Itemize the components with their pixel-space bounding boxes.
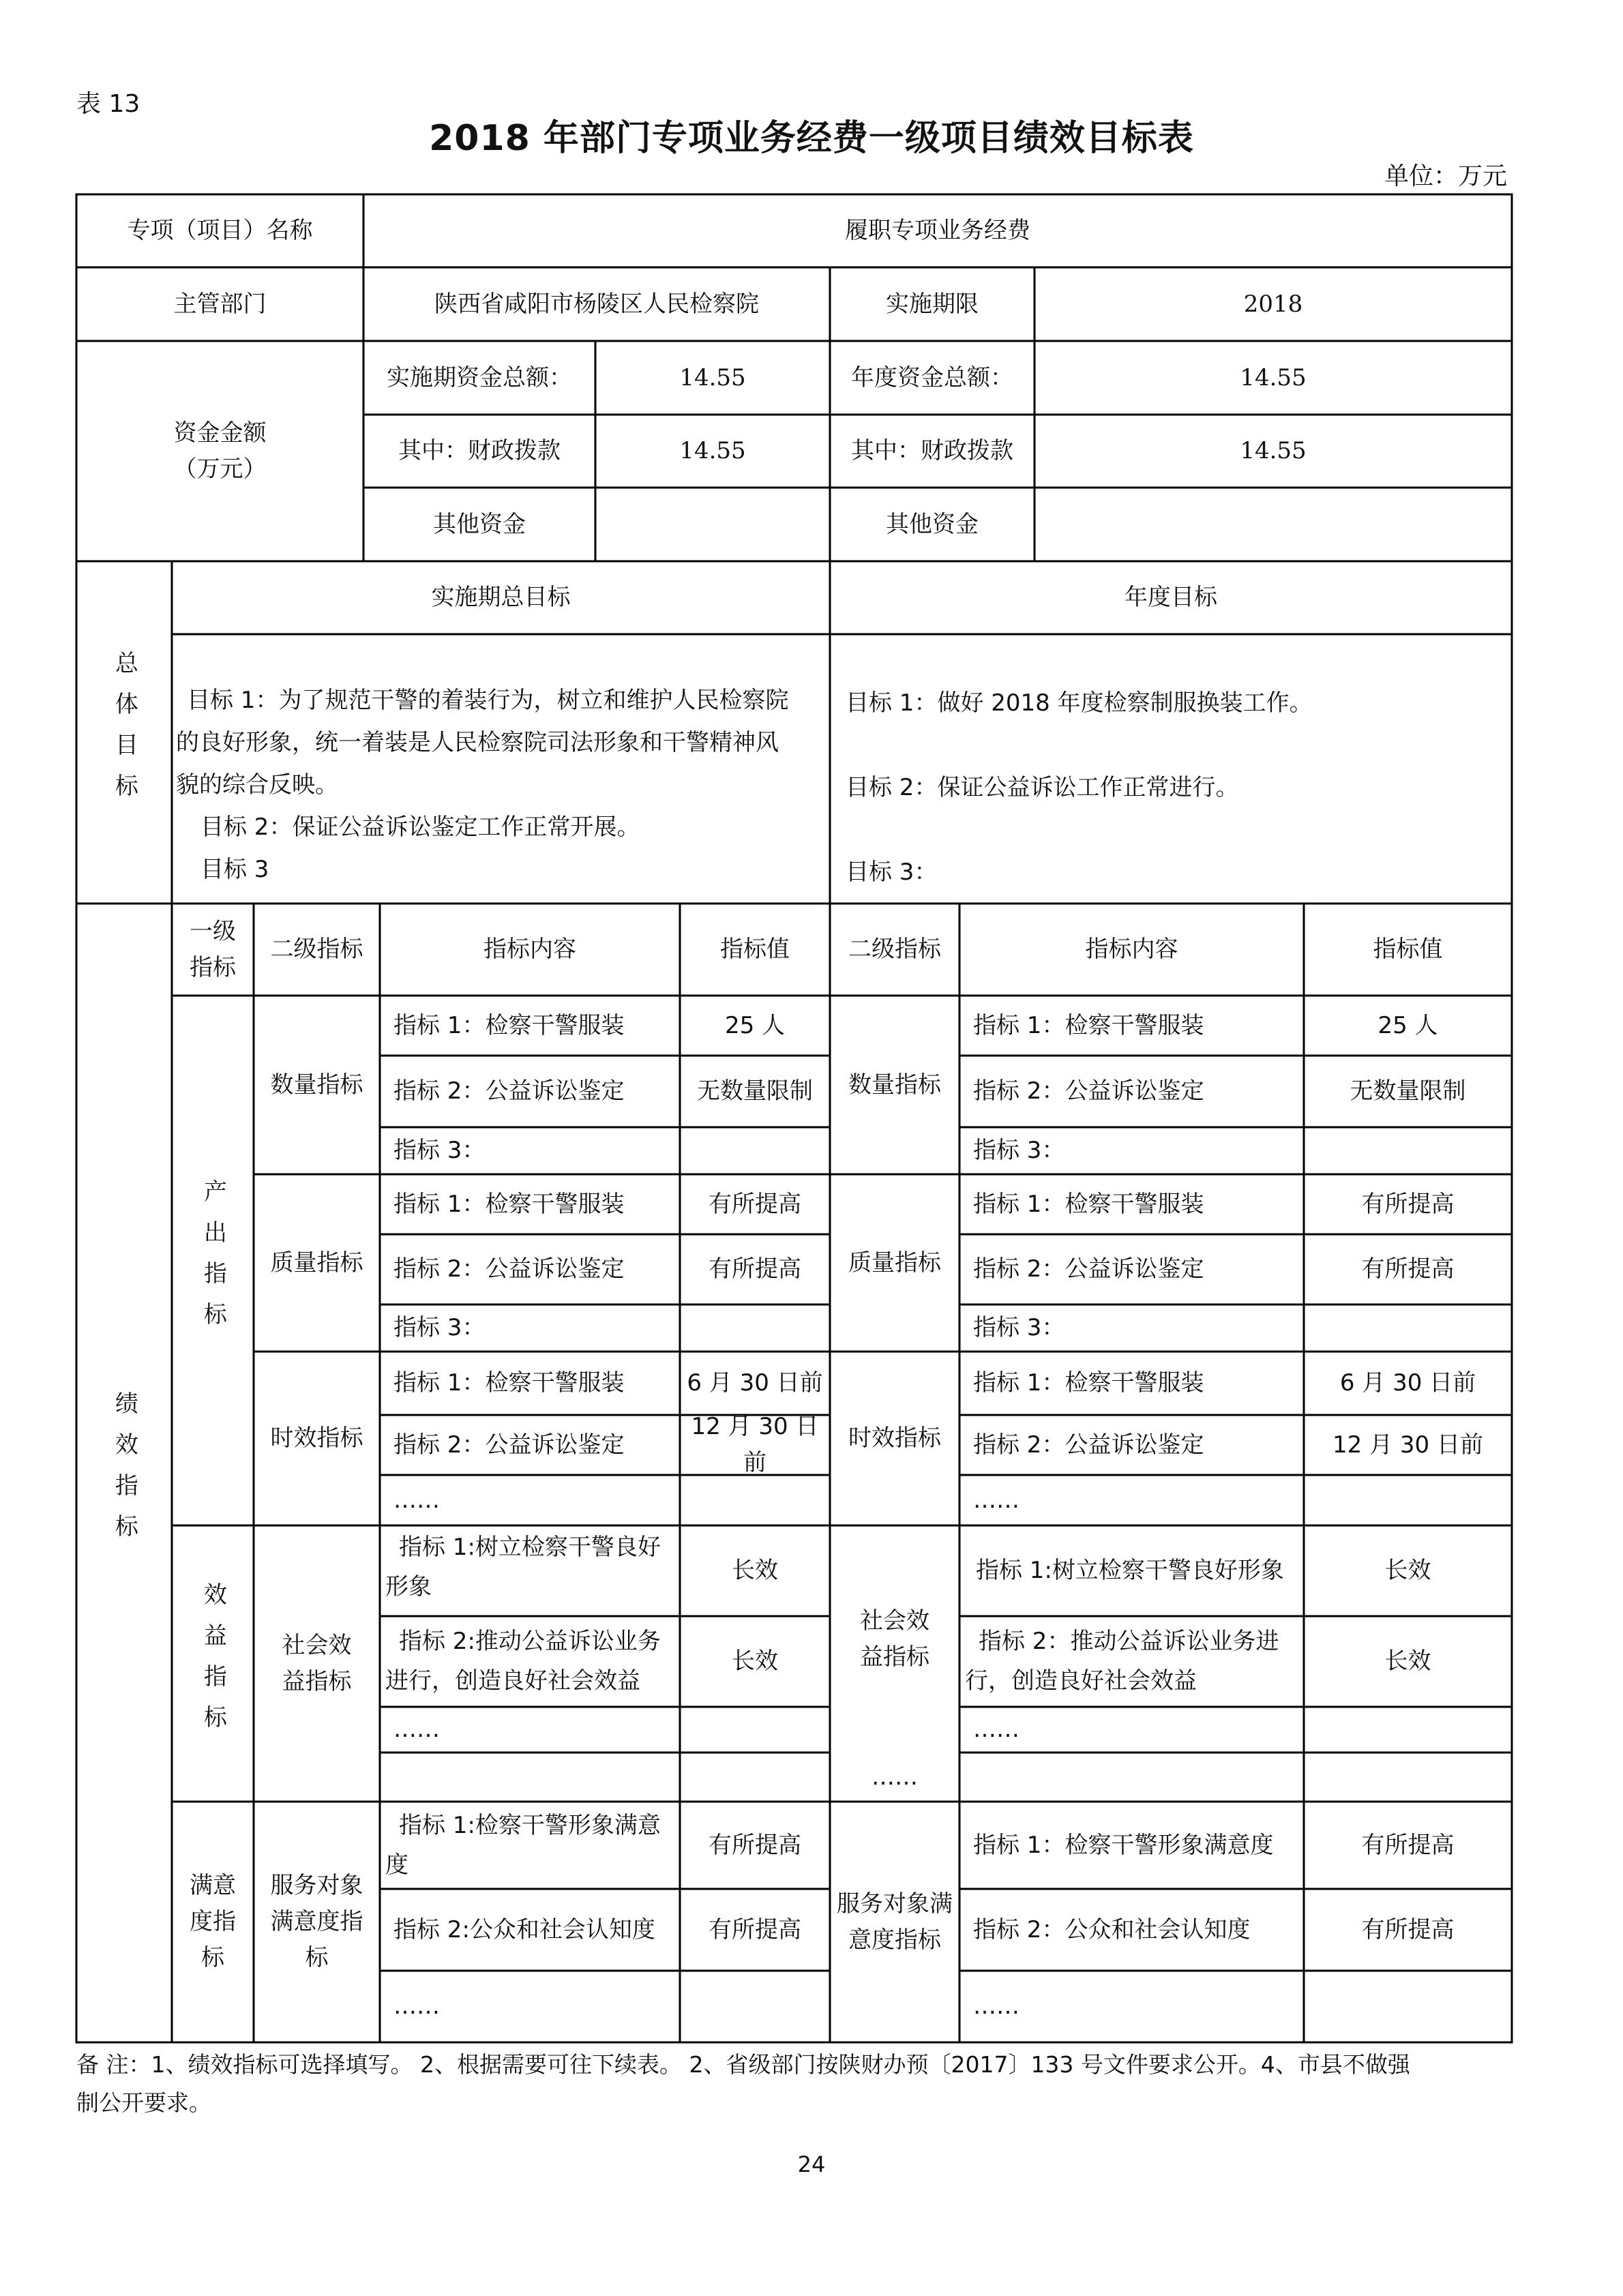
period-goal-line: 目标 2：保证公益诉讼鉴定工作正常开展。 [200,814,640,841]
indicator-line: 指标 2:推动公益诉讼业务 [399,1628,661,1655]
period-goal-line: 貌的综合反映。 [176,771,338,799]
indicator-content-annual: 指标 3： [973,1137,1065,1165]
period-goal-line: 目标 1：为了规范干警的着装行为，树立和维护人民检察院 [187,687,789,714]
indicator-content-annual: …… [973,1716,1019,1744]
indicator-content-annual: …… [973,1486,1019,1514]
timeliness-indicator-label: 时效指标 [270,1425,363,1452]
department-value: 陕西省咸阳市杨陵区人民检察院 [434,290,759,318]
period-label: 实施期限 [886,290,979,318]
indicator-content [385,1527,679,1607]
overall-goals-label: 总体目标 [110,651,138,814]
other-funds-label-annual: 其他资金 [886,510,979,538]
fiscal-funds-value-annual: 14.55 [1240,437,1307,465]
indicator-content: …… [393,1993,440,2021]
indicator-content-annual: 指标 1：检察干警服装 [973,1011,1204,1039]
indicator-value: 有所提高 [709,1915,801,1943]
indicator-line: 行，创造良好社会效益 [965,1667,1197,1695]
period-goal-line: 目标 3 [200,856,269,883]
indicator-value: 12 月 30 日前 [691,1413,819,1476]
indicator-content: 指标 1：检察干警服装 [393,1190,625,1218]
social-benefit-indicator-label-annual: 社会效益指标 [860,1607,929,1671]
indicator-content-annual: 指标 3： [973,1314,1065,1342]
period-goal-text [176,679,827,891]
indicator-value-annual: 6 月 30 日前 [1339,1369,1476,1397]
indicator-value-annual: 12 月 30 日前 [1332,1431,1483,1459]
period-goal-line: 的良好形象，统一着装是人民检察院司法形象和干警精神风 [176,729,779,756]
annual-goal-text [846,682,1500,893]
indicator-value-annual: 有所提高 [1361,1190,1455,1218]
indicator-content [385,1622,679,1701]
benefit-indicator-label: 效益指标 [199,1581,227,1746]
indicator-value: 有所提高 [709,1831,801,1859]
annual-goal-line: 目标 3： [846,859,938,886]
service-satisfaction-indicator-label-annual: 服务对象满意度指标 [837,1890,953,1954]
indicator-content-annual: …… [973,1993,1019,2021]
total-funds-label: 实施期资金总额： [387,363,572,391]
level1-header: 一级指标 [190,917,236,981]
footnote [76,2046,1563,2122]
indicator-value: 无数量限制 [697,1077,813,1105]
indicator-content-annual: 指标 1:树立检察干警良好形象 [976,1557,1284,1585]
annual-funds-value: 14.55 [1240,363,1307,391]
indicator-value: 长效 [732,1557,778,1585]
indicator-content: …… [393,1486,440,1514]
indicator-value-annual: 长效 [1384,1557,1431,1585]
indicator-content-annual [965,1622,1302,1701]
indicator-content-annual: 指标 2：公益诉讼鉴定 [973,1077,1204,1105]
indicator-content-annual: 指标 2：公益诉讼鉴定 [973,1255,1204,1283]
footnote-line: 备 注：1、绩效指标可选择填写。 2、根据需要可往下续表。 2、省级部门按陕财办预〔2017〕133 号文件要求公开。4、市县不做强 [76,2051,1410,2078]
level2-header: 二级指标 [270,936,363,964]
indicator-content [385,1806,679,1885]
value-header-annual: 指标值 [1373,936,1443,964]
quantity-indicator-label: 数量指标 [270,1071,363,1099]
indicator-value: 25 人 [724,1011,786,1039]
output-indicator-label: 产出指标 [199,1178,227,1343]
indicator-value: 长效 [732,1648,778,1675]
indicator-value: 6 月 30 日前 [687,1369,823,1397]
indicator-content: 指标 1：检察干警服装 [393,1369,625,1397]
indicator-content: 指标 2：公益诉讼鉴定 [393,1431,625,1459]
annual-goal-header: 年度目标 [1125,584,1217,612]
annual-goal-line: 目标 2：保证公益诉讼工作正常进行。 [846,774,1239,801]
indicator-content: 指标 3： [393,1137,486,1165]
unit-label: 单位：万元 [1384,162,1507,190]
quantity-indicator-label-annual: 数量指标 [848,1071,941,1099]
project-name-label: 专项（项目）名称 [127,217,313,245]
indicator-value: 有所提高 [709,1255,801,1283]
fiscal-funds-value: 14.55 [679,437,746,465]
indicator-content: 指标 2：公益诉讼鉴定 [393,1077,625,1105]
project-name-value: 履职专项业务经费 [845,217,1030,245]
annual-funds-label: 年度资金总额： [851,363,1013,391]
indicator-content: 指标 3： [393,1314,486,1342]
indicator-content-annual: 指标 1：检察干警服装 [973,1369,1204,1397]
fiscal-funds-label-annual: 其中：财政拨款 [851,437,1013,465]
indicator-content: 指标 2:公众和社会认知度 [393,1915,655,1943]
indicator-content: 指标 2：公益诉讼鉴定 [393,1255,625,1283]
indicator-value-annual: 有所提高 [1361,1831,1455,1859]
indicator-value: 有所提高 [709,1190,801,1218]
indicator-line: 指标 2：推动公益诉讼业务进 [979,1628,1279,1655]
indicator-value-annual: 25 人 [1378,1011,1438,1039]
indicator-content-annual: 指标 1：检察干警服装 [973,1190,1204,1218]
level2-header-annual: 二级指标 [848,936,941,964]
period-goal-header: 实施期总目标 [431,584,571,612]
social-benefit-indicator-label: 社会效益指标 [282,1631,352,1695]
department-label: 主管部门 [173,290,267,318]
indicator-content-annual: 指标 2：公众和社会认知度 [973,1915,1251,1943]
total-funds-value: 14.55 [679,363,746,391]
annual-goal-line: 目标 1：做好 2018 年度检察制服换装工作。 [846,689,1313,717]
indicator-line: 形象 [385,1573,432,1600]
content-header: 指标内容 [483,936,576,964]
indicator-content: …… [393,1716,440,1744]
content-header-annual: 指标内容 [1085,936,1178,964]
timeliness-indicator-label-annual: 时效指标 [848,1425,941,1452]
indicator-line: 进行，创造良好社会效益 [385,1667,640,1695]
funds-label-line1: 资金金额 [173,419,267,447]
service-satisfaction-indicator-label: 服务对象满意度指标 [270,1872,363,1971]
indicator-value-annual: 有所提高 [1361,1915,1455,1943]
indicator-line: 指标 1:树立检察干警良好 [399,1534,661,1561]
performance-indicators-label: 绩效指标 [110,1391,138,1555]
other-funds-label: 其他资金 [433,510,526,538]
satisfaction-indicator-label: 满意度指标 [190,1872,236,1971]
table-number: 表 13 [76,90,140,118]
indicator-content-annual: 指标 2：公益诉讼鉴定 [973,1431,1204,1459]
fiscal-funds-label: 其中：财政拨款 [398,437,561,465]
period-value: 2018 [1243,290,1303,318]
value-header: 指标值 [720,936,790,964]
indicator-line: 指标 1:检察干警形象满意 [399,1812,661,1839]
indicator-value-annual: 长效 [1384,1648,1431,1675]
page-number: 24 [797,2151,826,2177]
quality-indicator-label: 质量指标 [270,1249,363,1277]
funds-label-line2: （万元） [173,455,267,483]
indicator-value-annual: 有所提高 [1361,1255,1455,1283]
indicator-content: 指标 1：检察干警服装 [393,1011,625,1039]
funds-label [76,341,363,561]
indicator-line: 度 [385,1851,408,1879]
document-title: 2018 年部门专项业务经费一级项目绩效目标表 [429,118,1194,159]
quality-indicator-label-annual: 质量指标 [848,1249,941,1277]
footnote-line: 制公开要求。 [76,2089,211,2116]
indicator-content-annual: 指标 1：检察干警形象满意度 [973,1831,1274,1859]
indicator-value-annual: 无数量限制 [1350,1077,1466,1105]
social-benefit-ellipsis-annual: …… [872,1763,918,1791]
